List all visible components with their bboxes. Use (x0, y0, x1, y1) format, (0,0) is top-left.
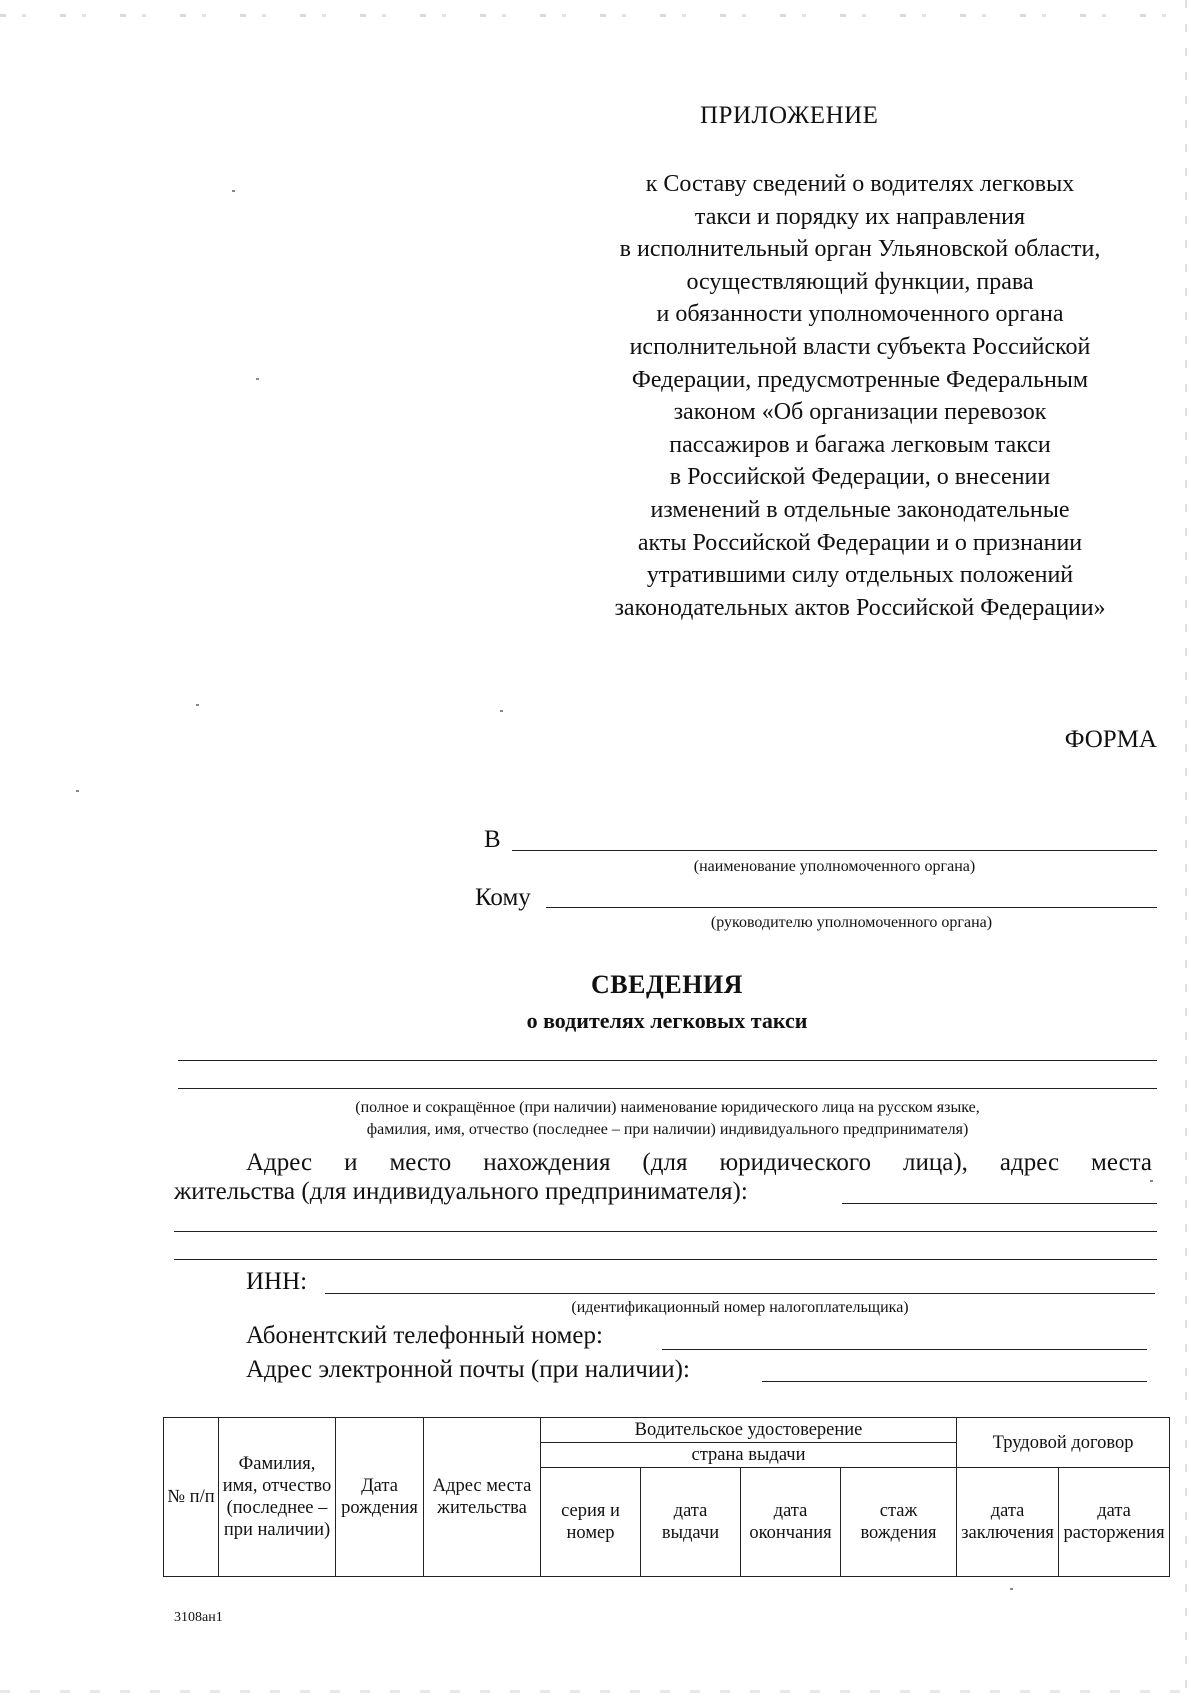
to-label: В (484, 826, 501, 853)
address-field-1[interactable] (842, 1203, 1157, 1204)
col-address-header: Адрес места жительства (424, 1418, 541, 1577)
appendix-line: такси и порядку их направления (694, 203, 1026, 230)
whom-label: Кому (475, 884, 531, 911)
phone-field[interactable] (662, 1349, 1147, 1350)
appendix-line: в исполнительный орган Ульяновской области, (619, 236, 1101, 263)
appendix-line: пассажиров и багажа легковым такси (669, 431, 1051, 458)
inn-field[interactable] (325, 1293, 1155, 1294)
col-expiry-date-header: дата окончания (741, 1468, 841, 1577)
appendix-line: в Российской Федерации, о внесении (669, 464, 1051, 491)
address-field-2[interactable] (174, 1231, 1157, 1232)
scan-edge-top (0, 14, 1200, 17)
appendix-line: к Составу сведений о водителях легковых (645, 171, 1075, 197)
address-line-1: Адрес и место нахождения (для юридического лица), адрес места (246, 1149, 1152, 1176)
appendix-line: изменений в отдельные законодательные (650, 496, 1070, 523)
scan-speck (232, 190, 235, 192)
inn-hint: (идентификационный номер налогоплательщика) (571, 1299, 909, 1316)
appendix-body (560, 168, 1160, 624)
col-series-header: серия и номер (541, 1468, 641, 1577)
to-hint: (наименование уполномоченного органа) (693, 858, 976, 875)
entity-name-line-2[interactable] (178, 1088, 1157, 1089)
appendix-line: утратившими силу отдельных положений (646, 562, 1074, 589)
appendix-line: и обязанности уполномоченного органа (656, 301, 1064, 328)
appendix-line: Федерации, предусмотренные Федеральным (631, 366, 1089, 393)
form-label: ФОРМА (1064, 726, 1157, 753)
scan-edge-right (1185, 0, 1187, 1698)
scan-speck (196, 704, 199, 706)
document-code: 3108ан1 (174, 1610, 223, 1625)
scan-speck (256, 378, 259, 380)
email-field[interactable] (762, 1381, 1147, 1382)
address-line-2: жительства (для индивидуального предпринимателя): (174, 1178, 748, 1205)
license-country-header: страна выдачи (541, 1443, 957, 1468)
appendix-line: осуществляющий функции, права (686, 268, 1034, 295)
appendix-line: законом «Об организации перевозок (673, 399, 1047, 426)
entity-name-line-1[interactable] (178, 1060, 1157, 1061)
document-title: СВЕДЕНИЯ (591, 970, 743, 999)
appendix-line: акты Российской Федерации и о признании (637, 529, 1083, 556)
col-conclusion-date-header: дата заключения (957, 1468, 1059, 1577)
drivers-table (163, 1417, 1170, 1577)
scan-speck (500, 710, 503, 712)
license-group-header: Водительское удостоверение (541, 1418, 957, 1443)
col-issue-date-header: дата выдачи (641, 1468, 741, 1577)
col-termination-date-header: дата расторжения (1059, 1468, 1170, 1577)
whom-field[interactable] (546, 907, 1157, 908)
address-field-3[interactable] (174, 1259, 1157, 1260)
phone-label: Абонентский телефонный номер: (246, 1322, 603, 1349)
appendix-line: законодательных актов Российской Федерации» (614, 594, 1106, 621)
appendix-title: ПРИЛОЖЕНИЕ (700, 102, 879, 129)
col-fio-header: Фамилия, имя, отчество (последнее – при наличии) (219, 1418, 336, 1577)
scan-speck (1010, 1588, 1013, 1590)
email-label: Адрес электронной почты (при наличии): (246, 1356, 690, 1383)
contract-group-header: Трудовой договор (957, 1418, 1170, 1468)
address-paragraph (174, 1145, 1152, 1181)
scan-speck (1150, 1180, 1153, 1182)
entity-hint (178, 1097, 1157, 1141)
scan-speck (76, 790, 79, 792)
scan-edge-bottom (0, 1690, 1200, 1693)
appendix-line: исполнительной власти субъекта Российской (629, 333, 1091, 360)
document-subtitle: о водителях легковых такси (526, 1008, 808, 1033)
col-number-header: № п/п (164, 1418, 219, 1577)
entity-hint-line: (полное и сокращённое (при наличии) наименование юридического лица на русском языке, (355, 1099, 980, 1116)
inn-label: ИНН: (246, 1268, 308, 1295)
whom-hint: (руководителю уполномоченного органа) (710, 914, 993, 931)
col-birthdate-header: Дата рождения (336, 1418, 424, 1577)
to-field[interactable] (512, 850, 1157, 851)
col-experience-header: стаж вождения (841, 1468, 957, 1577)
entity-hint-line: фамилия, имя, отчество (последнее – при наличии) индивидуального предпринимателя) (366, 1121, 969, 1138)
